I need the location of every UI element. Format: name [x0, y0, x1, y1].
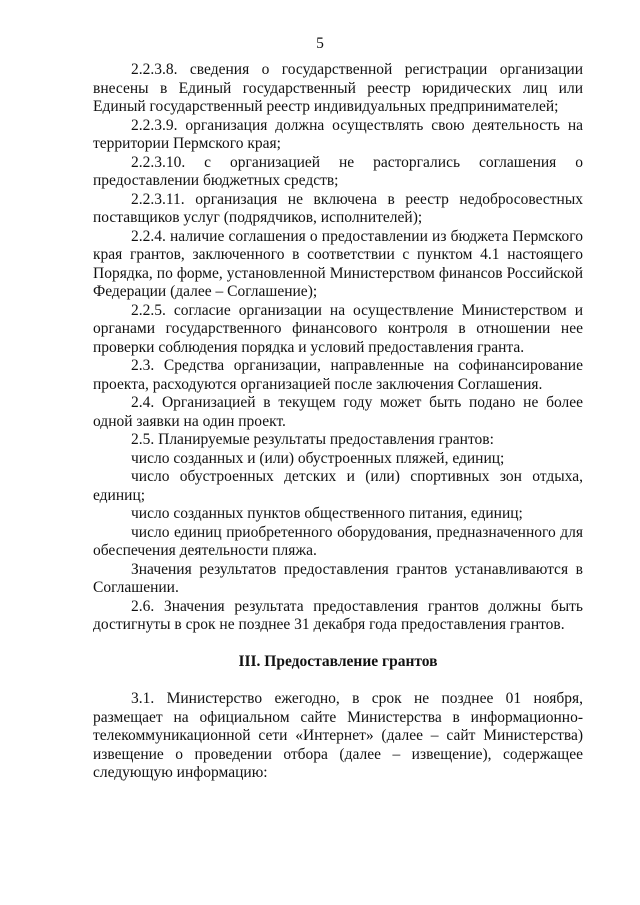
results-values-note: Значения результатов предоставления грантов устанавливаются в Соглашении.: [93, 560, 583, 596]
paragraph-2-2-3-8: 2.2.3.8. сведения о государственной регистрации организации внесены в Единый государственный реестр юридических лиц или Единый государственный реестр индивидуальных предпринимателей;: [93, 61, 583, 115]
paragraph-2-2-5: 2.2.5. согласие организации на осуществление Министерством и органами государственного финансового контроля в отношении нее проверки соблюдения порядка и условий предоставления гранта.: [93, 301, 583, 356]
paragraph-2-2-3-10: 2.2.3.10. с организацией не расторгались соглашения о предоставлении бюджетных средств;: [93, 153, 583, 189]
paragraph-2-2-4: 2.2.4. наличие соглашения о предоставлении из бюджета Пермского края грантов, заключенного в соответствии с пунктом 4.1 настоящего Порядка, по форме, установленной Министерством финансов Российской Федерации (далее – Соглашение);: [93, 227, 583, 300]
paragraph-2-3: 2.3. Средства организации, направленные на софинансирование проекта, расходуются организацией после заключения Соглашения.: [93, 357, 583, 393]
paragraph-2-2-3-9: 2.2.3.9. организация должна осуществлять свою деятельность на территории Пермского края;: [93, 116, 583, 152]
paragraph-2-6: 2.6. Значения результата предоставления грантов должны быть достигнуты в срок не позднее 31 декабря года предоставления грантов.: [93, 597, 583, 633]
paragraph-2-4: 2.4. Организацией в текущем году может быть подано не более одной заявки на один проект.: [93, 394, 583, 430]
document-body: [93, 61, 583, 783]
result-item-equipment: число единиц приобретенного оборудования, предназначенного для обеспечения деятельности пляжа.: [93, 523, 583, 559]
paragraph-3-1: 3.1. Министерство ежегодно, в срок не позднее 01 ноября, размещает на официальном сайте Министерства в информационно-телекоммуникационной сети «Интернет» (далее – сайт Министерства) извещение о проведении отбора (далее – извещение), содержащее следующую информацию:: [93, 690, 583, 781]
paragraph-2-5: 2.5. Планируемые результаты предоставления грантов:: [131, 431, 494, 448]
result-item-beaches: число созданных и (или) обустроенных пляжей, единиц;: [131, 449, 505, 467]
paragraph-2-2-3-11: 2.2.3.11. организация не включена в реестр недобросовестных поставщиков услуг (подрядчиков, исполнителей);: [93, 190, 583, 226]
result-item-zones: число обустроенных детских и (или) спортивных зон отдыха, единиц;: [93, 468, 583, 504]
result-item-catering: число созданных пунктов общественного питания, единиц;: [131, 505, 523, 522]
page-number: 5: [316, 35, 324, 52]
section-heading: III. Предоставление грантов: [238, 652, 438, 670]
